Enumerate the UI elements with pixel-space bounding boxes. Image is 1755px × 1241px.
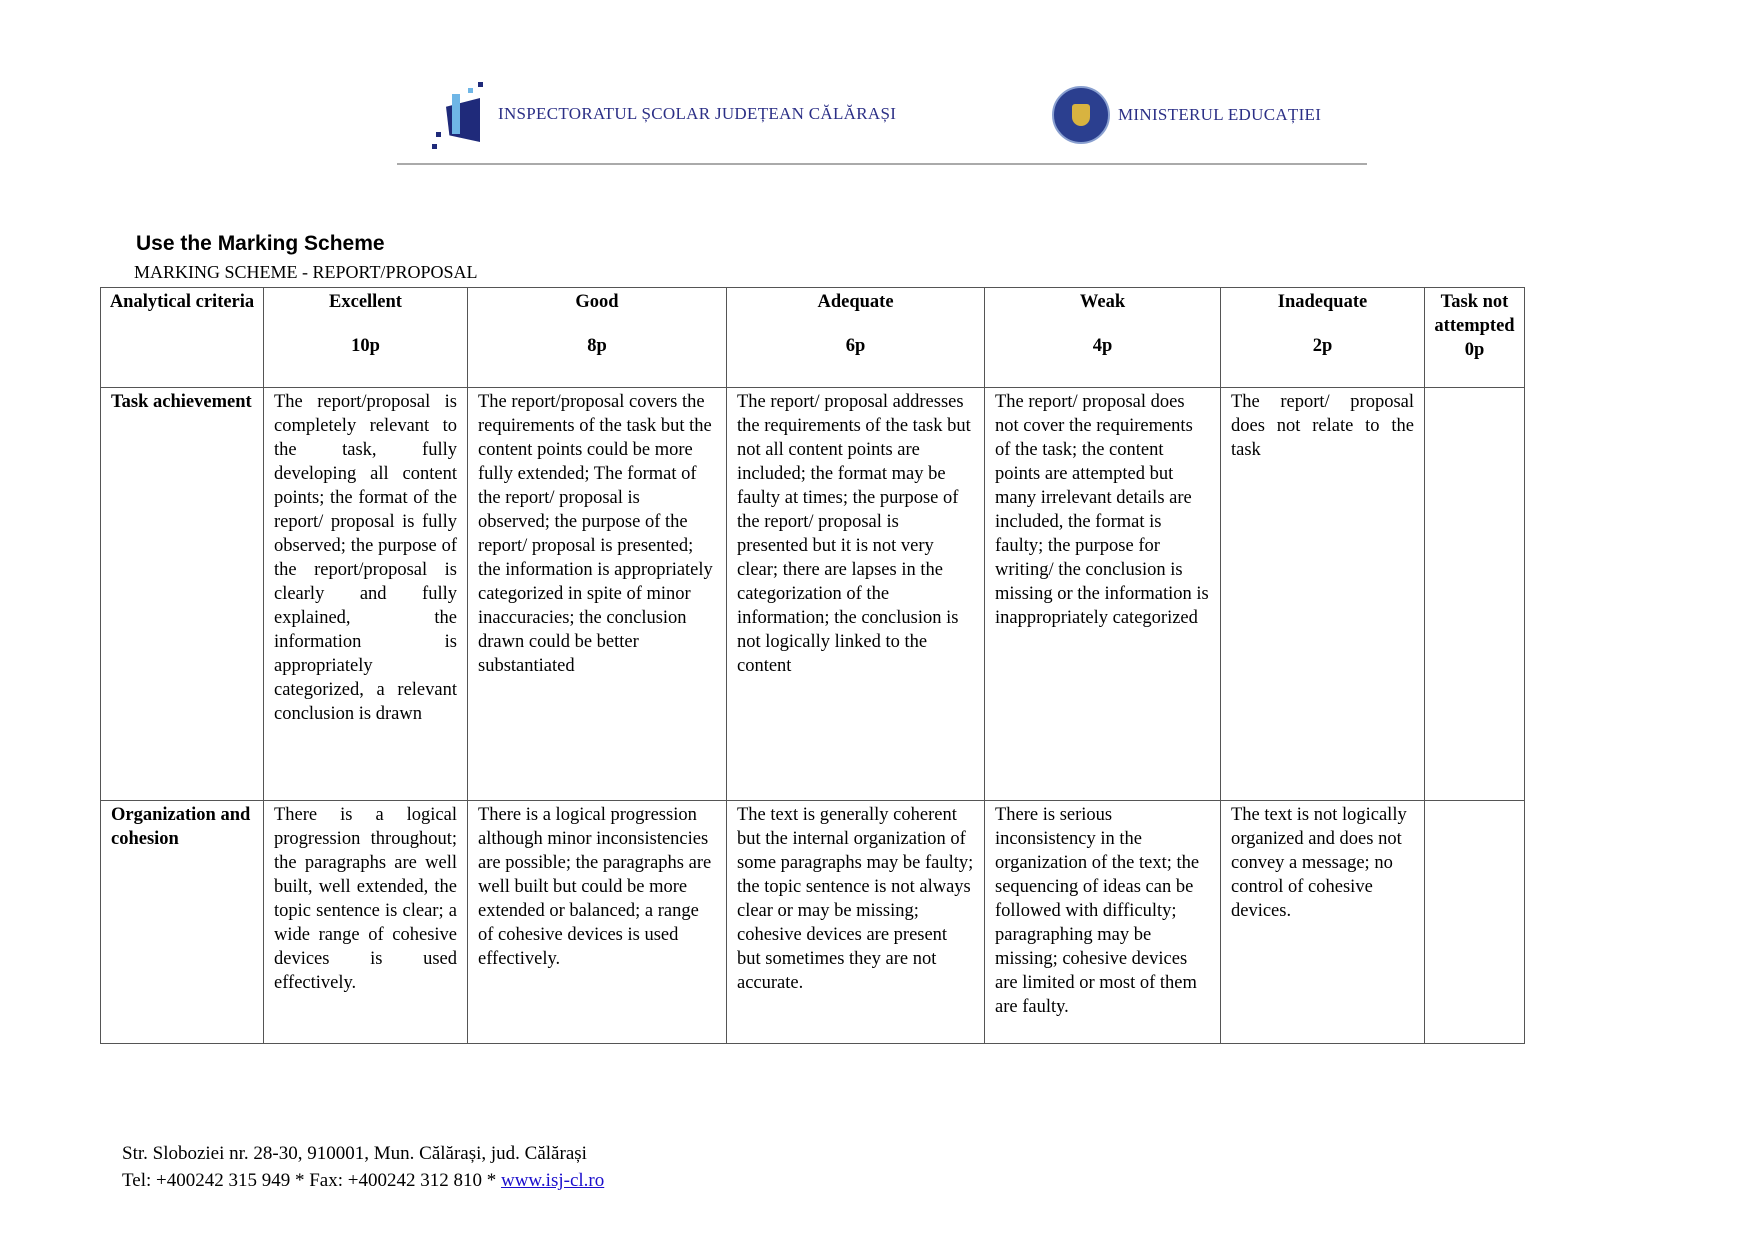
column-header-points: 0p [1464, 340, 1485, 360]
column-header [727, 288, 985, 388]
descriptor-cell: The report/ proposal does not relate to the task [1221, 388, 1425, 801]
ministry-logo [1052, 86, 1321, 144]
column-header-points: 10p [351, 336, 380, 356]
column-header [985, 288, 1221, 388]
column-header-label: Analytical criteria [109, 292, 255, 312]
column-header-label: Adequate [817, 292, 894, 312]
column-header-label: Task not attempted [1434, 292, 1515, 336]
ministry-logo-text: MINISTERUL EDUCAȚIEI [1118, 105, 1322, 124]
table-header-row [101, 288, 1525, 388]
table-row [101, 388, 1525, 801]
column-header-label: Weak [1079, 292, 1126, 312]
ministry-seal-icon [1052, 86, 1110, 144]
descriptor-cell: There is serious inconsistency in the organization of the text; the sequencing of ideas can be followed with difficulty; paragraphing may be missing; cohesive devices are limited or most of them are faulty. [985, 801, 1221, 1044]
page-title: Use the Marking Scheme [136, 232, 385, 255]
descriptor-cell: The report/proposal is completely relevant to the task, fully developing all content points; the format of the report/ proposal is fully observed; the purpose of the report/proposal is clearly and fully explained, the information is appropriately categorized, a relevant conclusion is drawn [264, 388, 468, 801]
isj-logo-text: INSPECTORATUL ȘCOLAR JUDEȚEAN CĂLĂRAȘI [498, 104, 897, 123]
descriptor-cell: The report/ proposal does not cover the requirements of the task; the content points are attempted but many irrelevant details are included, the format is faulty; the purpose for writing/ the conclusion is missing or the information is inappropriately categorized [985, 388, 1221, 801]
criterion-cell: Organization and cohesion [101, 801, 264, 1044]
descriptor-cell: The text is generally coherent but the internal organization of some paragraphs may be faulty; the topic sentence is not always clear or may be missing; cohesive devices are present but sometimes they are not accurate. [727, 801, 985, 1044]
column-header-label: Inadequate [1277, 292, 1368, 312]
descriptor-cell: There is a logical progression throughout; the paragraphs are well built, well extended, the topic sentence is clear; a wide range of cohesive devices is used effectively. [264, 801, 468, 1044]
column-header [1221, 288, 1425, 388]
criterion-cell: Task achievement [101, 388, 264, 801]
column-header [101, 288, 264, 388]
column-header-points: 8p [587, 336, 607, 356]
website-link[interactable]: www.isj-cl.ro [500, 1170, 605, 1191]
footer [122, 1140, 604, 1194]
column-header-points: 4p [1092, 336, 1113, 356]
descriptor-cell: There is a logical progression although minor inconsistencies are possible; the paragraphs are well built but could be more extended or balanced; a range of cohesive devices is used effectively. [468, 801, 727, 1044]
column-header [1425, 288, 1525, 388]
footer-contact [122, 1167, 604, 1194]
book-logo-icon [432, 80, 490, 148]
descriptor-cell: The text is not logically organized and does not convey a message; no control of cohesive devices. [1221, 801, 1425, 1044]
column-header-points: 6p [845, 336, 866, 356]
marking-scheme-table [100, 287, 1525, 1044]
column-header-label: Excellent [329, 292, 402, 312]
footer-address: Str. Sloboziei nr. 28-30, 910001, Mun. Călărași, jud. Călărași [122, 1143, 587, 1164]
table-row [101, 801, 1525, 1044]
column-header-label: Good [575, 292, 619, 312]
descriptor-cell [1425, 801, 1525, 1044]
column-header-points: 2p [1312, 336, 1333, 356]
footer-phone-fax: Tel: +400242 315 949 * Fax: +400242 312 810 * [122, 1170, 501, 1191]
page-subtitle: MARKING SCHEME - REPORT/PROPOSAL [134, 262, 478, 282]
isj-logo [432, 80, 896, 148]
header-divider [397, 163, 1367, 165]
column-header [468, 288, 727, 388]
column-header [264, 288, 468, 388]
descriptor-cell: The report/proposal covers the requirements of the task but the content points could be more fully extended; The format of the report/ proposal is observed; the purpose of the report/ proposal is presented; the information is appropriately categorized in spite of minor inaccuracies; the conclusion drawn could be better substantiated [468, 388, 727, 801]
descriptor-cell: The report/ proposal addresses the requirements of the task but not all content points are included; the format may be faulty at times; the purpose of the report/ proposal is presented but it is not very clear; there are lapses in the categorization of the information; the conclusion is not logically linked to the content [727, 388, 985, 801]
descriptor-cell [1425, 388, 1525, 801]
